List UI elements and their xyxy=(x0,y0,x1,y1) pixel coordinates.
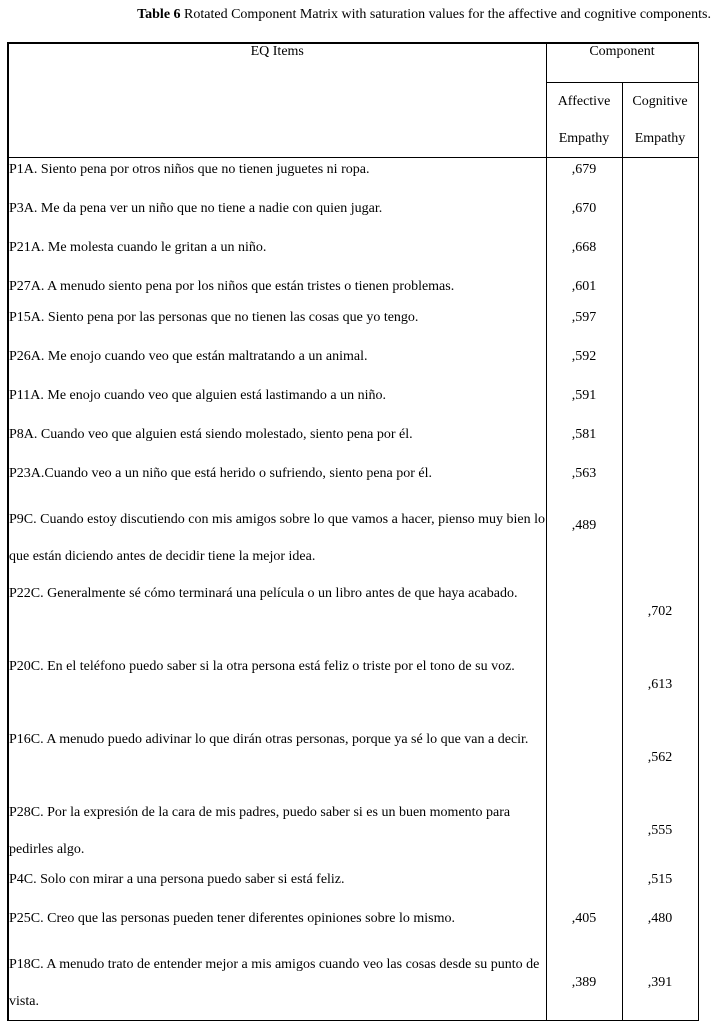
item-text: P21A. Me molesta cuando le gritan a un niño. xyxy=(8,236,546,275)
table-row xyxy=(8,868,698,907)
table-row xyxy=(8,384,698,423)
affective-value: ,601 xyxy=(546,275,622,306)
cognitive-value xyxy=(622,197,698,236)
table-row xyxy=(8,275,698,306)
cognitive-value: ,515 xyxy=(622,868,698,907)
affective-value: ,679 xyxy=(546,158,622,198)
item-text: P11A. Me enojo cuando veo que alguien está lastimando a un niño. xyxy=(8,384,546,423)
affective-header-line1: Affective xyxy=(557,94,611,109)
affective-value: ,563 xyxy=(546,462,622,501)
cognitive-value xyxy=(622,462,698,501)
cognitive-value xyxy=(622,275,698,306)
affective-value: ,670 xyxy=(546,197,622,236)
cognitive-value xyxy=(622,423,698,462)
affective-empathy-header xyxy=(546,83,622,158)
table-row xyxy=(8,648,698,721)
item-text: P16C. A menudo puedo adivinar lo que dirán otras personas, porque ya sé lo que van a decir. xyxy=(8,721,546,794)
table-number: Table 6 xyxy=(137,7,181,22)
table-row xyxy=(8,158,698,198)
item-text: P26A. Me enojo cuando veo que están maltratando a un animal. xyxy=(8,345,546,384)
affective-value xyxy=(546,721,622,794)
table-row xyxy=(8,946,698,1021)
table-row xyxy=(8,345,698,384)
affective-value xyxy=(546,794,622,868)
affective-value: ,389 xyxy=(546,946,622,1021)
cognitive-value: ,613 xyxy=(622,648,698,721)
rotated-component-matrix xyxy=(7,42,699,1021)
affective-value: ,581 xyxy=(546,423,622,462)
affective-value: ,405 xyxy=(546,907,622,946)
item-text: P8A. Cuando veo que alguien está siendo molestado, siento pena por él. xyxy=(8,423,546,462)
table-row xyxy=(8,575,698,648)
affective-value: ,591 xyxy=(546,384,622,423)
item-text: P18C. A menudo trato de entender mejor a mis amigos cuando veo las cosas desde su punto de vista. xyxy=(8,946,546,1021)
table-row xyxy=(8,423,698,462)
affective-header-line2: Empathy xyxy=(558,131,610,146)
affective-value xyxy=(546,575,622,648)
component-header: Component xyxy=(546,43,698,83)
cognitive-value xyxy=(622,384,698,423)
cognitive-value xyxy=(622,345,698,384)
cognitive-value xyxy=(622,236,698,275)
item-text: P15A. Siento pena por las personas que no tienen las cosas que yo tengo. xyxy=(8,306,546,345)
item-text: P22C. Generalmente sé cómo terminará una película o un libro antes de que haya acabado. xyxy=(8,575,546,648)
cognitive-empathy-header xyxy=(622,83,698,158)
table-row xyxy=(8,501,698,575)
cognitive-header-line1: Cognitive xyxy=(632,94,688,109)
table-row xyxy=(8,907,698,946)
affective-value: ,489 xyxy=(546,501,622,575)
cognitive-value: ,562 xyxy=(622,721,698,794)
affective-value: ,597 xyxy=(546,306,622,345)
item-text: P27A. A menudo siento pena por los niños que están tristes o tienen problemas. xyxy=(8,275,546,306)
table-title: Rotated Component Matrix with saturation values for the affective and cognitive components. xyxy=(180,7,711,22)
cognitive-value xyxy=(622,306,698,345)
cognitive-header-line2: Empathy xyxy=(634,131,686,146)
table-row xyxy=(8,794,698,868)
item-text: P25C. Creo que las personas pueden tener diferentes opiniones sobre lo mismo. xyxy=(8,907,546,946)
item-text: P23A.Cuando veo a un niño que está herido o sufriendo, siento pena por él. xyxy=(8,462,546,501)
item-text: P1A. Siento pena por otros niños que no tienen juguetes ni ropa. xyxy=(8,158,546,198)
cognitive-value: ,480 xyxy=(622,907,698,946)
affective-value xyxy=(546,868,622,907)
table-row xyxy=(8,236,698,275)
table-caption xyxy=(0,6,711,24)
table-row xyxy=(8,306,698,345)
table-row xyxy=(8,462,698,501)
item-text: P20C. En el teléfono puedo saber si la otra persona está feliz o triste por el tono de su voz. xyxy=(8,648,546,721)
cognitive-value: ,391 xyxy=(622,946,698,1021)
item-text: P4C. Solo con mirar a una persona puedo saber si está feliz. xyxy=(8,868,546,907)
cognitive-value: ,555 xyxy=(622,794,698,868)
item-text: P9C. Cuando estoy discutiendo con mis amigos sobre lo que vamos a hacer, pienso muy bien lo que están diciendo antes de decidir tiene la mejor idea. xyxy=(8,501,546,575)
affective-value xyxy=(546,648,622,721)
item-text: P3A. Me da pena ver un niño que no tiene a nadie con quien jugar. xyxy=(8,197,546,236)
cognitive-value xyxy=(622,501,698,575)
table-row xyxy=(8,197,698,236)
affective-value: ,592 xyxy=(546,345,622,384)
item-text: P28C. Por la expresión de la cara de mis padres, puedo saber si es un buen momento para pedirles algo. xyxy=(8,794,546,868)
cognitive-value: ,702 xyxy=(622,575,698,648)
eq-items-header: EQ Items xyxy=(8,43,546,158)
table-row xyxy=(8,721,698,794)
affective-value: ,668 xyxy=(546,236,622,275)
cognitive-value xyxy=(622,158,698,198)
